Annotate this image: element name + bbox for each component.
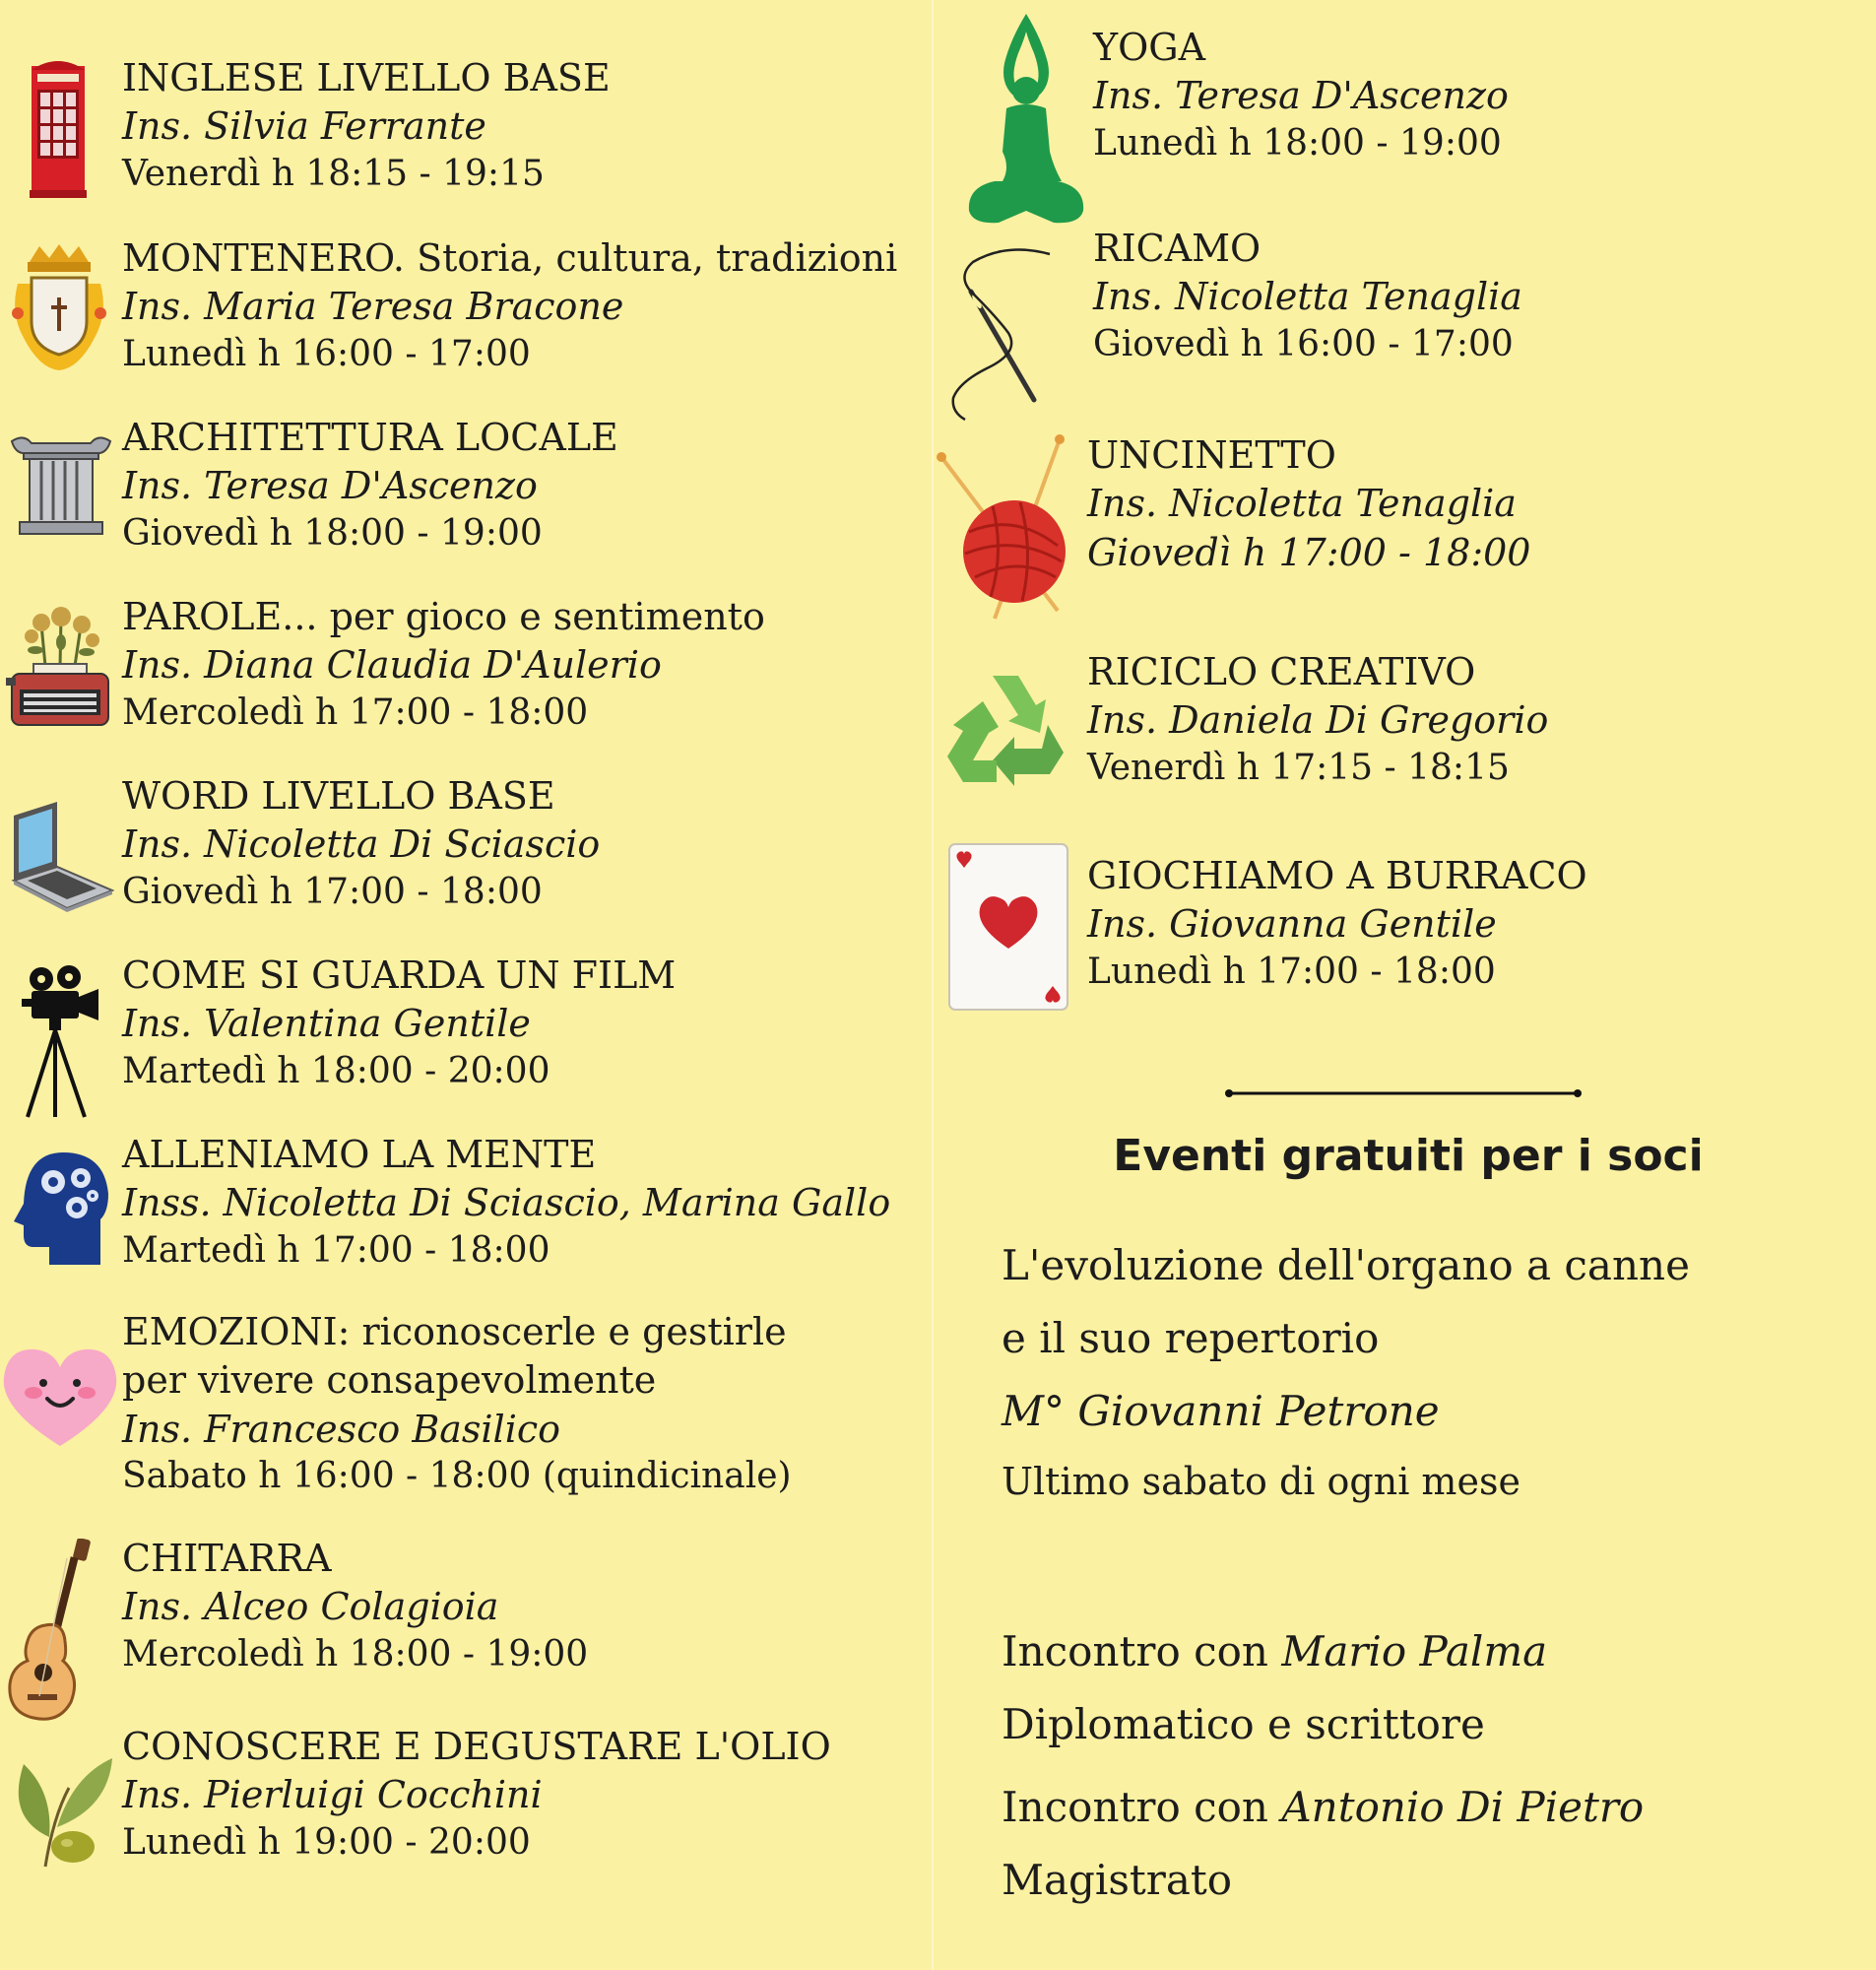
course-teacher: Ins. Pierluigi Cocchini (122, 1773, 543, 1817)
event-dipietro-name: Antonio Di Pietro (1281, 1783, 1645, 1831)
course-title: GIOCHIAMO A BURRACO (1087, 854, 1587, 897)
course-title: YOGA (1093, 26, 1206, 69)
event-palma-prefix: Incontro con (1002, 1627, 1282, 1675)
yoga-pose-icon (965, 14, 1087, 225)
event-palma-role: Diplomatico e scrittore (1002, 1700, 1485, 1748)
course-title: CONOSCERE E DEGUSTARE L'OLIO (122, 1725, 831, 1768)
recycle-icon (945, 672, 1066, 788)
column-icon (10, 435, 112, 536)
event-palma-name: Mario Palma (1281, 1627, 1548, 1675)
course-time: Giovedì h 17:00 - 18:00 (122, 871, 543, 912)
course-title: WORD LIVELLO BASE (122, 774, 555, 818)
course-teacher: Ins. Nicoletta Tenaglia (1093, 275, 1522, 319)
course-teacher: Ins. Diana Claudia D'Aulerio (122, 643, 662, 688)
needle-thread-icon (947, 248, 1062, 422)
typewriter-icon (6, 607, 114, 729)
course-teacher: Ins. Francesco Basilico (122, 1407, 561, 1451)
course-time: Lunedì h 18:00 - 19:00 (1093, 122, 1502, 164)
event-organ-when: Ultimo sabato di ogni mese (1002, 1460, 1520, 1503)
course-teacher: Ins. Daniela Di Gregorio (1087, 698, 1549, 743)
smiling-heart-icon (0, 1347, 120, 1450)
course-time: Mercoledì h 18:00 - 19:00 (122, 1633, 589, 1674)
course-title: MONTENERO. Storia, cultura, tradizioni (122, 236, 898, 280)
course-teacher: Ins. Teresa D'Ascenzo (1093, 74, 1509, 118)
course-teacher: Ins. Maria Teresa Bracone (122, 285, 624, 329)
section-divider (1225, 1084, 1582, 1090)
course-time: Martedì h 17:00 - 18:00 (122, 1229, 550, 1271)
playing-card-icon (947, 842, 1069, 1012)
phone-booth-icon (28, 56, 89, 200)
course-time: Lunedì h 19:00 - 20:00 (122, 1821, 531, 1863)
course-time: Giovedì h 17:00 - 18:00 (1087, 530, 1531, 574)
course-time: Sabato h 16:00 - 18:00 (quindicinale) (122, 1456, 792, 1497)
course-teacher: Ins. Valentina Gentile (122, 1002, 531, 1046)
course-title: CHITARRA (122, 1537, 332, 1580)
course-title: RICAMO (1093, 227, 1261, 270)
yarn-ball-icon (936, 429, 1067, 621)
event-dipietro-role: Magistrato (1002, 1856, 1233, 1904)
event-dipietro (1002, 1783, 1644, 1831)
course-title: COME SI GUARDA UN FILM (122, 953, 677, 997)
film-camera-icon (20, 965, 102, 1119)
course-time: Giovedì h 16:00 - 17:00 (1093, 323, 1514, 364)
course-teacher: Ins. Nicoletta Di Sciascio (122, 822, 601, 867)
course-teacher: Ins. Teresa D'Ascenzo (122, 464, 538, 508)
course-time: Venerdì h 17:15 - 18:15 (1087, 747, 1510, 788)
coat-of-arms-icon (10, 244, 108, 372)
course-teacher: Ins. Alceo Colagioia (122, 1585, 499, 1629)
event-dipietro-prefix: Incontro con (1002, 1783, 1282, 1831)
course-time: Martedì h 18:00 - 20:00 (122, 1050, 550, 1091)
course-title: UNCINETTO (1087, 433, 1336, 477)
course-time: Mercoledì h 17:00 - 18:00 (122, 691, 589, 733)
olive-branch-icon (10, 1758, 112, 1869)
laptop-icon (8, 802, 114, 912)
event-organ-title-line1: L'evoluzione dell'organo a canne (1002, 1241, 1690, 1289)
course-title: PAROLE... per gioco e sentimento (122, 595, 765, 638)
course-title: EMOZIONI: riconoscerle e gestirle (122, 1310, 787, 1353)
course-title: RICICLO CREATIVO (1087, 650, 1476, 693)
course-title: INGLESE LIVELLO BASE (122, 56, 611, 99)
course-time: Giovedì h 18:00 - 19:00 (122, 512, 543, 554)
course-teacher: Ins. Nicoletta Tenaglia (1087, 482, 1517, 526)
course-teacher: Ins. Silvia Ferrante (122, 104, 486, 149)
course-title-line2: per vivere consapevolmente (122, 1358, 657, 1403)
event-organ-author: M° Giovanni Petrone (1002, 1387, 1440, 1435)
course-time: Lunedì h 16:00 - 17:00 (122, 333, 531, 374)
course-title: ARCHITETTURA LOCALE (122, 416, 618, 459)
column-divider (932, 0, 934, 1970)
brain-gears-icon (10, 1149, 110, 1269)
course-title: ALLENIAMO LA MENTE (122, 1133, 597, 1176)
event-organ-title-line2: e il suo repertorio (1002, 1314, 1380, 1362)
events-heading: Eventi gratuiti per i soci (1113, 1131, 1704, 1181)
guitar-icon (6, 1539, 95, 1722)
course-time: Venerdì h 18:15 - 19:15 (122, 153, 545, 194)
event-palma (1002, 1627, 1547, 1675)
course-time: Lunedì h 17:00 - 18:00 (1087, 951, 1496, 992)
course-teacher: Inss. Nicoletta Di Sciascio, Marina Gallo (122, 1181, 891, 1225)
course-teacher: Ins. Giovanna Gentile (1087, 902, 1497, 947)
